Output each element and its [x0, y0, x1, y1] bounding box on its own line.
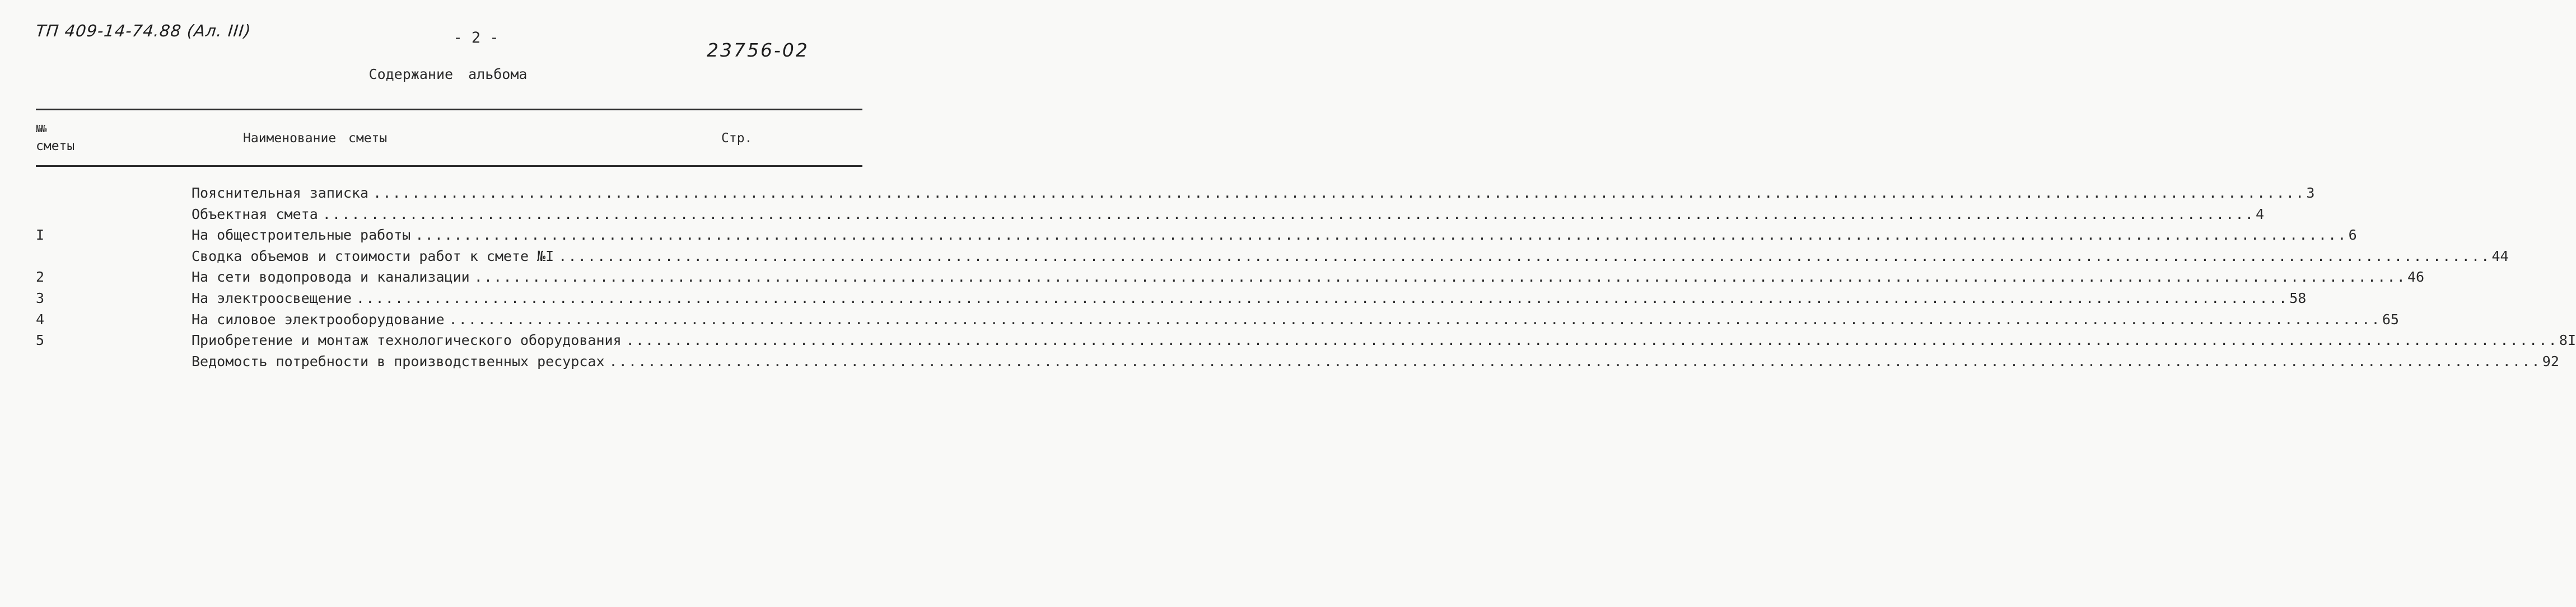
page-ref: 4 [2256, 206, 2265, 222]
toc-entry [192, 290, 2307, 306]
header-page: Стр. [721, 131, 753, 146]
dot-leader: ........................................................................................................................................................................................................ [356, 290, 2289, 306]
page-ref: 46 [2407, 269, 2425, 286]
estimate-number: 3 [36, 290, 45, 306]
toc-entry [192, 185, 2315, 201]
page-ref: 6 [2348, 227, 2357, 244]
toc-row [0, 353, 2559, 375]
estimate-number: 2 [36, 269, 45, 286]
document-number: 23756-02 [707, 39, 809, 61]
dot-leader: ........................................................................................................................................................................................................ [322, 206, 2255, 222]
header-estimate-number-symbol: №№ [36, 123, 46, 135]
page-ref: 92 [2542, 353, 2559, 370]
page-ref: 3 [2306, 185, 2315, 201]
estimate-name: Сводка объемов и стоимости работ к смете №I [192, 248, 554, 264]
page-title: Содержание альбома [368, 66, 528, 82]
table-of-contents [0, 185, 2576, 374]
table-top-rule [36, 109, 862, 110]
toc-row [0, 332, 2576, 353]
toc-entry [192, 353, 2559, 370]
estimate-number: 5 [36, 332, 45, 349]
toc-row [0, 269, 2425, 290]
toc-entry [192, 269, 2425, 286]
toc-row [0, 248, 2509, 269]
dot-leader: ........................................................................................................................................................................................................ [474, 269, 2406, 286]
toc-entry [192, 248, 2509, 264]
estimate-number: 4 [36, 311, 45, 328]
estimate-name: Приобретение и монтаж технологического оборудования [192, 332, 622, 349]
estimate-name: На общестроительные работы [192, 227, 411, 244]
page-ref: 58 [2289, 290, 2307, 306]
toc-row [0, 227, 2357, 248]
dot-leader: ........................................................................................................................................................................................................ [415, 227, 2348, 244]
estimate-name: Ведомость потребности в производственных ресурсах [192, 353, 605, 370]
page-ref: 8I [2559, 332, 2576, 349]
toc-entry [192, 227, 2357, 244]
estimate-name: На электроосвещение [192, 290, 352, 306]
document-code: ТП 409-14-74.88 (Ал. III) [35, 21, 253, 40]
dot-leader: ........................................................................................................................................................................................................ [609, 353, 2541, 370]
estimate-name: Пояснительная записка [192, 185, 369, 201]
dot-leader: ........................................................................................................................................................................................................ [373, 185, 2306, 201]
estimate-name: На сети водопровода и канализации [192, 269, 470, 286]
estimate-name: На силовое электрооборудование [192, 311, 445, 328]
dot-leader: ........................................................................................................................................................................................................ [449, 311, 2381, 328]
page-ref: 65 [2382, 311, 2399, 328]
page-number: - 2 - [453, 29, 499, 46]
estimate-name: Объектная смета [192, 206, 318, 222]
estimate-number: I [36, 227, 45, 244]
dot-leader: ........................................................................................................................................................................................................ [626, 332, 2558, 349]
toc-entry [192, 311, 2399, 328]
header-estimate-name: Наименование сметы [243, 131, 388, 146]
toc-entry [192, 206, 2265, 222]
toc-entry [192, 332, 2576, 349]
toc-row [0, 206, 2265, 227]
toc-row [0, 311, 2399, 333]
dot-leader: ........................................................................................................................................................................................................ [558, 248, 2491, 264]
table-header-rule [36, 165, 862, 167]
page-ref: 44 [2491, 248, 2509, 264]
header-estimate-number-label: сметы [36, 139, 75, 153]
toc-row [0, 290, 2307, 311]
toc-row [0, 185, 2315, 206]
